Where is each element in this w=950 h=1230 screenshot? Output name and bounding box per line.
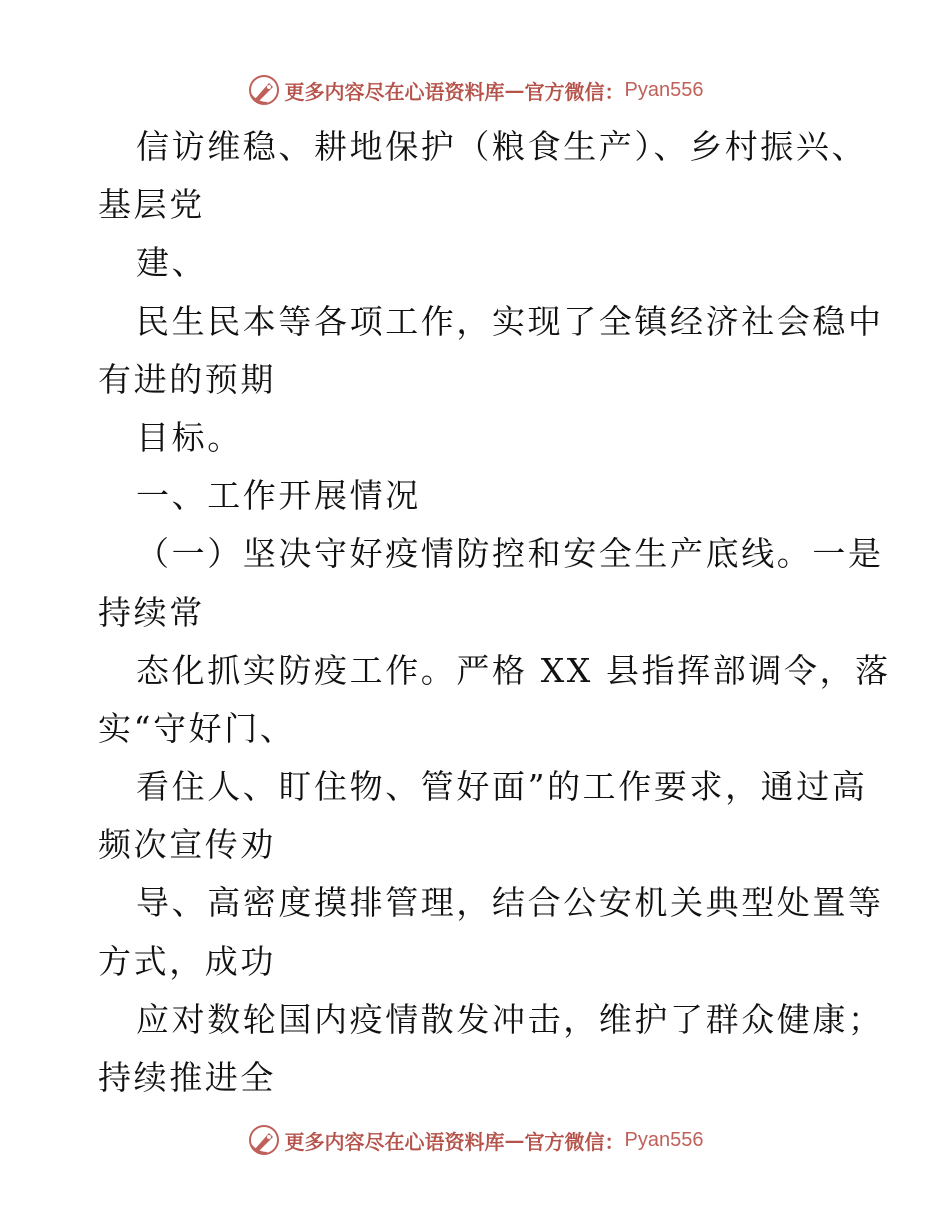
text-line: 频次宣传劝 [98, 825, 276, 865]
text-line: 基层党 [98, 185, 205, 225]
header-wechat-label: 官方微信： [524, 79, 625, 104]
document-body [98, 118, 891, 1107]
text-line: 方式，成功 [98, 941, 276, 981]
footer-wechat-id: Pyan556 [624, 1128, 704, 1151]
text-line: 有进的预期 [98, 359, 276, 399]
pen-nib-logo-icon [247, 1123, 281, 1157]
footer-watermark [0, 1120, 950, 1160]
text-line: 看住人、盯住物、管好面”的工作要求，通过高 [136, 767, 868, 807]
header-brand-text: 更多内容尽在心语资料库 [284, 79, 505, 104]
pen-nib-logo-icon [247, 73, 281, 107]
footer-separator: — [504, 1128, 525, 1152]
text-line: 信访维稳、耕地保护（粮食生产）、乡村振兴、 [136, 127, 868, 166]
text-line: 态化抓实防疫工作。严格 XX 县指挥部调令，落 [136, 650, 891, 690]
text-line: 目标。 [136, 417, 243, 457]
header-wechat-id: Pyan556 [624, 78, 704, 101]
text-line: 持续常 [98, 592, 205, 632]
header-watermark [0, 70, 950, 110]
text-line: （一）坚决守好疫情防控和安全生产底线。一是 [136, 534, 884, 574]
text-line: 一、工作开展情况 [136, 476, 421, 516]
text-line: 持续推进全 [98, 1058, 276, 1097]
footer-wechat-label: 官方微信： [524, 1129, 625, 1154]
header-separator: — [504, 78, 525, 102]
text-line: 建、 [136, 243, 208, 283]
text-line: 实“守好门、 [98, 708, 296, 748]
text-line: 民生民本等各项工作，实现了全镇经济社会稳中 [136, 301, 884, 341]
text-line: 导、高密度摸排管理，结合公安机关典型处置等 [136, 883, 884, 923]
text-line: 应对数轮国内疫情散发冲击，维护了群众健康； [136, 999, 884, 1039]
footer-brand-text: 更多内容尽在心语资料库 [284, 1129, 505, 1154]
